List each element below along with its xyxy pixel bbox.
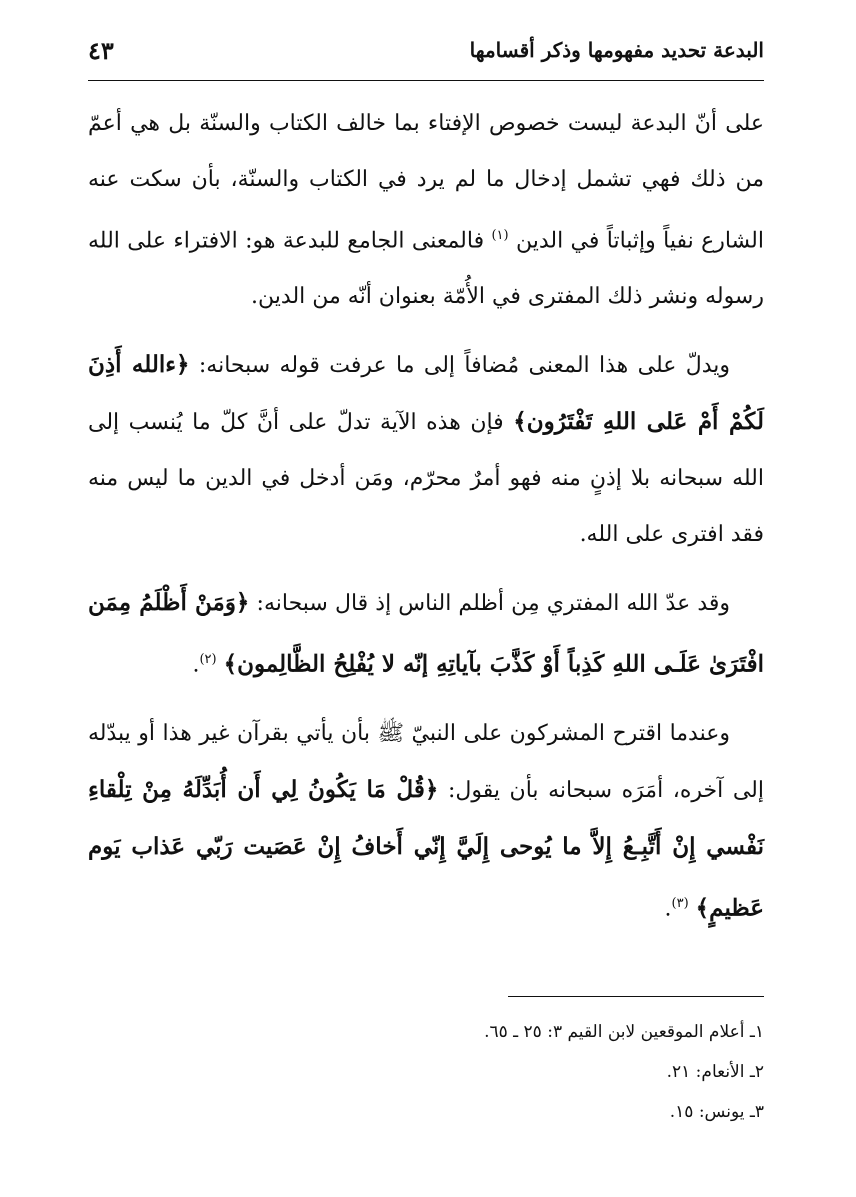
footnotes xyxy=(88,1012,764,1132)
paragraph-3 xyxy=(88,575,764,693)
paragraph-4 xyxy=(88,706,764,937)
footnote-1: ١ـ أعلام الموقعين لابن القيم ٣: ٢٥ ـ ٦٥. xyxy=(484,1022,764,1042)
footnote-3: ٣ـ يونس: ١٥. xyxy=(669,1102,764,1122)
footnote-rule xyxy=(508,996,764,997)
paragraph-text: وقد عدّ الله المفتري مِن أظلم الناس إذ قال سبحانه: xyxy=(256,591,731,617)
body-text xyxy=(88,96,764,949)
footnote-marker-2: (٢) xyxy=(199,652,217,668)
quran-verse: ﴿ءالله أَذِنَ لَكُمْ أَمْ عَلى اللهِ تَفْتَرُون﴾ xyxy=(88,351,764,436)
page-header xyxy=(88,30,764,70)
quran-verse: ﴿وَمَنْ أَظْلَمُ مِمَن افْتَرَىٰ عَلَـى اللهِ كَذِباً أَوْ كَذَّبَ بآياتِهِ إنّه لا يُفْلِحُ الظَّالِمون﴾ xyxy=(88,589,764,678)
paragraph-text: . xyxy=(664,895,672,921)
quran-verse: ﴿قُلْ مَا يَكُونُ لِي أَن أُبَدِّلَهُ مِنْ تِلْقاءِ نَفْسي إِنْ أَتَّبِـعُ إِلاَّ ما يُوحى إِلَيَّ إِنّي أَخافُ إِنْ عَصَيت رَبّي عَذاب يَوم عَظيمٍ﴾ xyxy=(88,775,764,921)
footnote-marker-1: (١) xyxy=(491,228,509,243)
paragraph-text: فإن هذه الآية تدلّ على أنَّ كلّ ما يُنسب إلى الله سبحانه بلا إذنٍ منه فهو أمرٌ محرّم، ومَن أدخل في الدين ما ليس منه فقد افترى على الله. xyxy=(88,410,764,548)
paragraph-text: . xyxy=(192,652,200,678)
page-number: ٤٣ xyxy=(88,35,114,65)
paragraph-text: وعندما اقترح المشركون على النبيّ ﷺ بأن يأتي بقرآن غير هذا أو يبدّله إلى آخره، أمَرَه سبحانه بأن يقول: xyxy=(88,720,764,803)
paragraph-text: ويدلّ على هذا المعنى مُضافاً إلى ما عرفت قوله سبحانه: xyxy=(198,353,730,379)
paragraph-text: على أنّ البدعة ليست خصوص الإفتاء بما خالف الكتاب والسنّة بل هي أعمّ من ذلك فهي تشمل إدخال ما لم يرد في الكتاب والسنّة، بأن سكت عنه الشارع نفياً وإثباتاً في الدين xyxy=(88,111,764,254)
footnote-marker-3: (٣) xyxy=(671,895,689,911)
paragraph-1 xyxy=(88,96,764,325)
footnote-2: ٢ـ الأنعام: ٢١. xyxy=(666,1062,764,1082)
paragraph-text: فالمعنى الجامع للبدعة هو: الافتراء على الله رسوله ونشر ذلك المفترى في الأُمّة بعنوان أنّه من الدين. xyxy=(88,228,764,310)
paragraph-2 xyxy=(88,337,764,563)
running-title: البدعة تحديد مفهومها وذكر أقسامها xyxy=(469,38,764,62)
header-rule xyxy=(88,80,764,81)
